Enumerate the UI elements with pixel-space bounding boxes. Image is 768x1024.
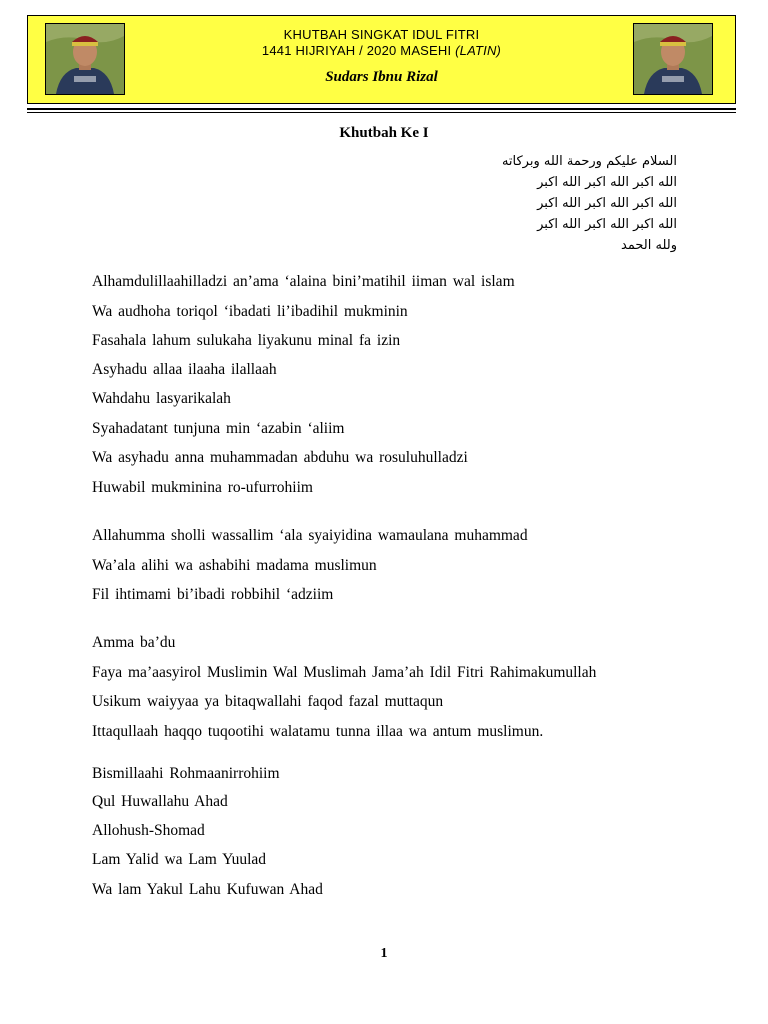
- author-photo-right: [633, 23, 713, 95]
- header-date: 1441 HIJRIYAH / 2020 MASEHI: [261, 43, 452, 58]
- body-line: Wa’ala alihi wa ashabihi madama muslimun: [92, 557, 377, 574]
- header-author: Sudars Ibnu Rizal: [325, 69, 438, 85]
- body-line: Allahumma sholli wassallim ‘ala syaiyidina wamaulana muhammad: [92, 527, 528, 544]
- body-line: Syahadatant tunjuna min ‘azabin ‘aliim: [92, 420, 345, 437]
- body-line: Wa audhoha toriqol ‘ibadati li’ibadihil mukminin: [92, 303, 408, 320]
- body-line: Faya ma’aasyirol Muslimin Wal Muslimah Jama’ah Idil Fitri Rahimakumullah: [92, 664, 597, 681]
- arabic-line: الله اكبر الله اكبر الله اكبر: [537, 196, 677, 211]
- page-number: 1: [380, 946, 388, 961]
- body-line: Fasahala lahum sulukaha liyakunu minal fa izin: [92, 332, 401, 349]
- body-line: Wa lam Yakul Lahu Kufuwan Ahad: [92, 881, 323, 898]
- body-line: Fil ihtimami bi’ibadi robbihil ‘adziim: [92, 586, 334, 603]
- body-line: Wa asyhadu anna muhammadan abduhu wa rosuluhulladzi: [92, 449, 468, 466]
- body-line: Lam Yalid wa Lam Yuulad: [92, 851, 267, 868]
- arabic-greeting: [417, 151, 677, 256]
- body-line: Wahdahu lasyarikalah: [92, 390, 231, 407]
- section-title: Khutbah Ke I: [339, 125, 429, 141]
- arabic-line: ولله الحمد: [621, 238, 677, 253]
- arabic-line: السلام عليكم ورحمة الله وبركاته: [501, 154, 677, 169]
- header-title-line: KHUTBAH SINGKAT IDUL FITRI: [283, 27, 480, 42]
- body-line: Ittaqullaah haqqo tuqootihi walatamu tunna illaa wa antum muslimun.: [92, 723, 544, 740]
- header-text: [128, 27, 635, 86]
- body-line: Allohush-Shomad: [92, 822, 205, 839]
- header-latin-tag: (LATIN): [455, 43, 502, 58]
- header-rule-top: [27, 108, 736, 110]
- body-line: Qul Huwallahu Ahad: [92, 793, 228, 810]
- header-date-line: [128, 43, 635, 59]
- body-line: Asyhadu allaa ilaaha ilallaah: [92, 361, 277, 378]
- body-line: Alhamdulillaahilladzi an’ama ‘alaina bini’matihil iiman wal islam: [92, 273, 515, 290]
- body-line: Bismillaahi Rohmaanirrohiim: [92, 765, 280, 782]
- arabic-line: الله اكبر الله اكبر الله اكبر: [537, 217, 677, 232]
- body-line: Usikum waiyyaa ya bitaqwallahi faqod fazal muttaqun: [92, 693, 444, 710]
- arabic-line: الله اكبر الله اكبر الله اكبر: [537, 175, 677, 190]
- body-line: Huwabil mukminina ro-ufurrohiim: [92, 479, 313, 496]
- author-photo-left: [45, 23, 125, 95]
- body-line: Amma ba’du: [92, 634, 176, 651]
- header-box: [27, 15, 736, 104]
- header-rule-bottom: [27, 112, 736, 113]
